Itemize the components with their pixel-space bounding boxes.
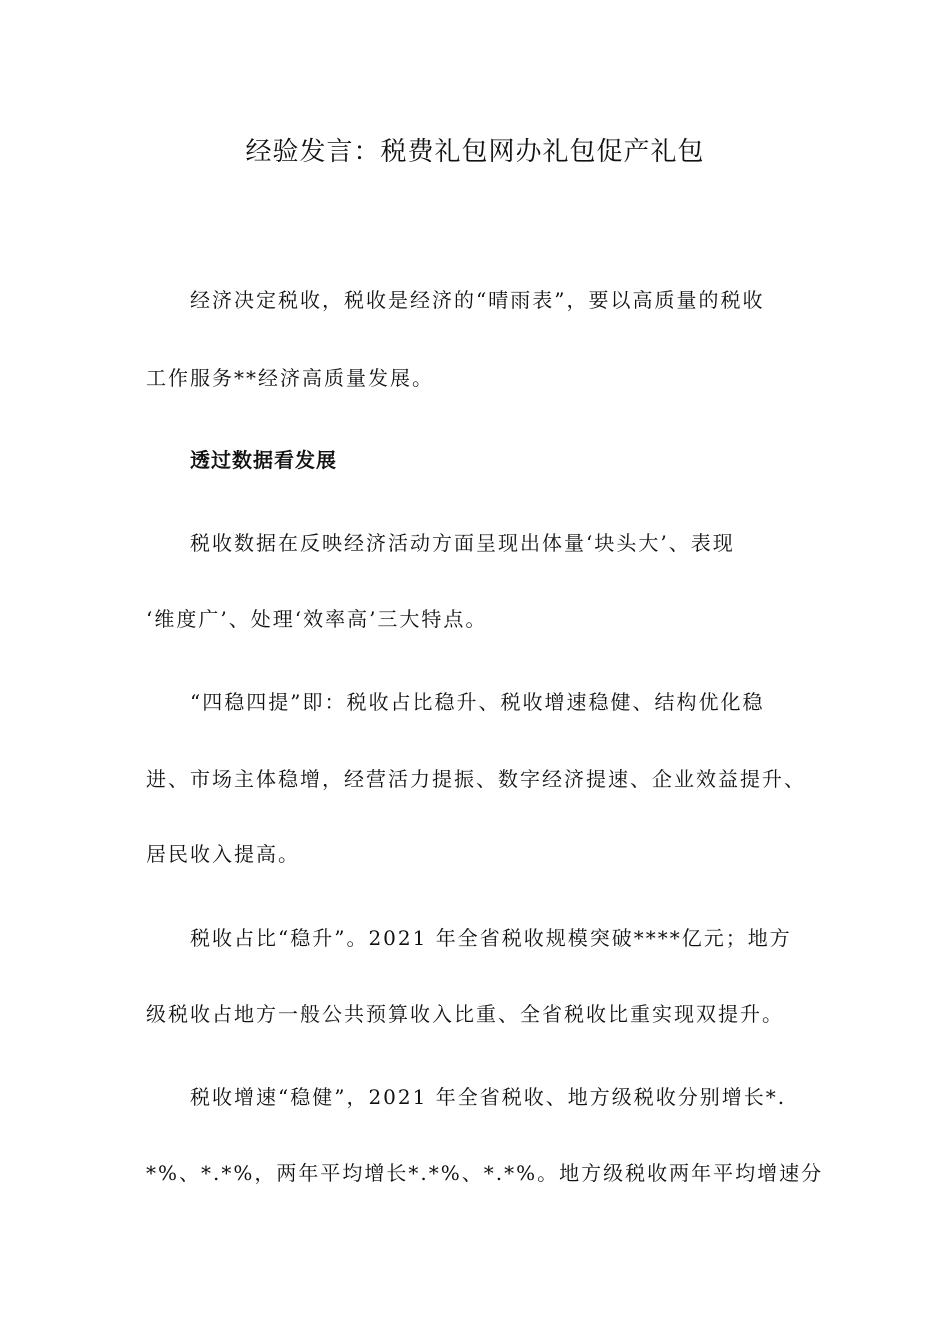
paragraph-line: 居民收入提高。 <box>146 842 300 866</box>
paragraph-line: 工作服务**经济高质量发展。 <box>146 366 434 390</box>
paragraph-line: 经济决定税收，税收是经济的“晴雨表”，要以高质量的税收 <box>190 288 765 312</box>
paragraph-line: ‘维度广’、处理‘效率高’三大特点。 <box>146 607 488 631</box>
paragraph-line: 进、市场主体稳增，经营活力提振、数字经济提速、企业效益提升、 <box>146 767 806 791</box>
section-heading: 透过数据看发展 <box>190 448 337 472</box>
paragraph-line: “四稳四提”即：税收占比稳升、税收增速稳健、结构优化稳 <box>190 690 765 714</box>
paragraph-line: 税收增速“稳健”，2021 年全省税收、地方级税收分别增长*. <box>190 1085 787 1109</box>
paragraph-line: 级税收占地方一般公共预算收入比重、全省税收比重实现双提升。 <box>146 1002 784 1026</box>
document-title: 经验发言：税费礼包网办礼包促产礼包 <box>245 137 705 167</box>
paragraph-line: 税收数据在反映经济活动方面呈现出体量‘块头大’、表现 <box>190 531 735 555</box>
paragraph-line: 税收占比“稳升”。2021 年全省税收规模突破****亿元；地方 <box>190 926 792 950</box>
paragraph-line: *%、*.*%，两年平均增长*.*%、*.*%。地方级税收两年平均增速分 <box>146 1161 824 1185</box>
